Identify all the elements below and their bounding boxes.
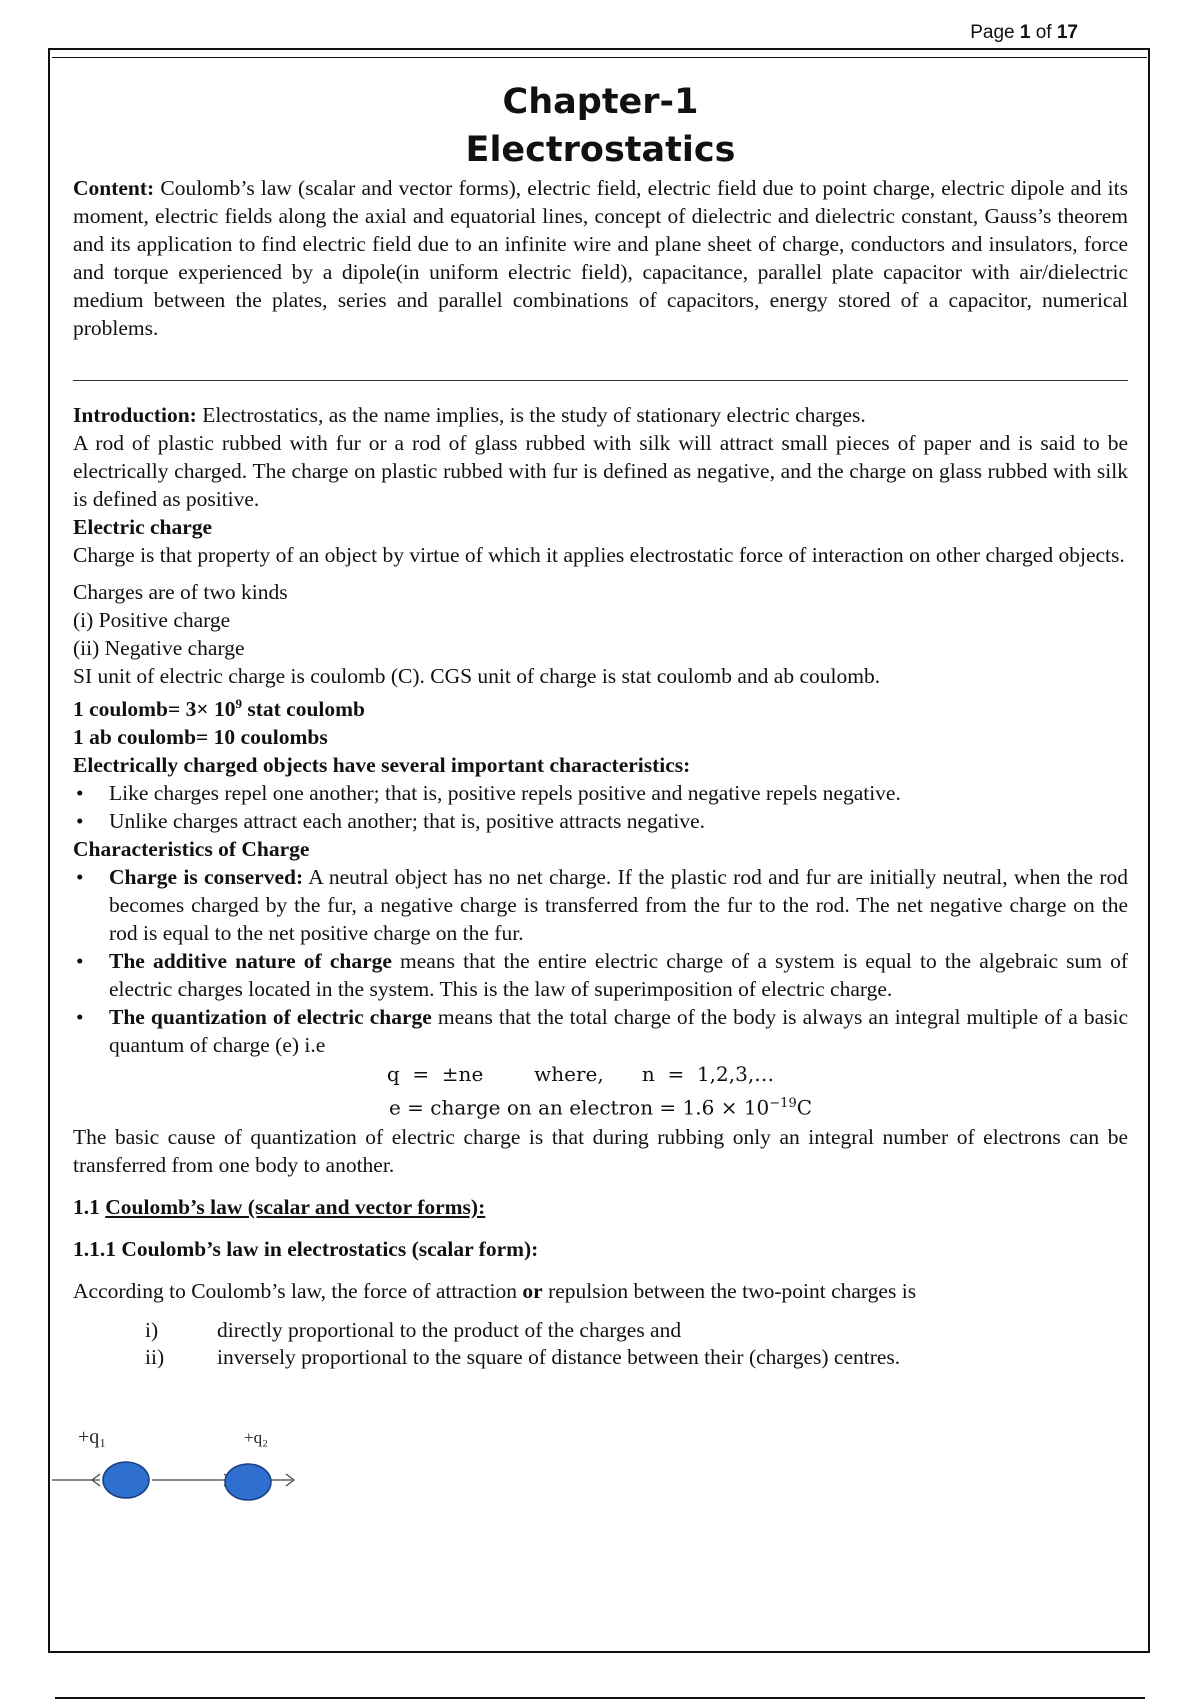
quantization-equation: q = ±ne where, n = 1,2,3,…	[386, 1062, 775, 1087]
stat-coulomb-relation: 1 coulomb= $3\times 10^9$ stat coulomb	[73, 696, 365, 722]
electric-charge-heading: Electric charge	[73, 515, 213, 539]
list-item: ii) inversely proportional to the square of distance between their (charges) centres.	[145, 1344, 901, 1369]
charge-characteristics-heading: Characteristics of Charge	[73, 837, 310, 862]
quantization-cause: The basic cause of quantization of electric charge is that during rubbing only an integral number of electrons can be transferred from one body to another.	[73, 1124, 1128, 1177]
characteristics-heading: Electrically charged objects have several important characteristics:	[73, 753, 691, 778]
charge-units: SI unit of electric charge is coulomb (C). CGS unit of charge is stat coulomb and ab coulomb.	[73, 664, 881, 688]
list-item: • Like charges repel one another; that is, positive repels positive and negative repels negative.	[73, 779, 1128, 807]
section-1-1-1-heading: 1.1.1 Coulomb’s law in electrostatics (scalar form):	[73, 1236, 539, 1261]
list-item: • The quantization of electric charge means that the total charge of the body is always an integral multiple of a basic quantum of charge (e) i.e	[73, 1003, 1128, 1059]
chapter-title: Electrostatics	[465, 130, 736, 170]
chapter-number: Chapter-1	[502, 82, 699, 122]
point-charges-diagram	[52, 1420, 372, 1530]
electron-charge-equation: e = charge on an electron = $1.6 \times 10^{-19}C$	[388, 1095, 813, 1120]
coulomb-law-statement: According to Coulomb’s law, the force of attraction or repulsion between the two-point charges is	[73, 1278, 917, 1303]
coulomb-law-list	[73, 1317, 1128, 1371]
content-paragraph: Content: Coulomb’s law (scalar and vector forms), electric field, electric field due to point charge, electric dipole and its moment, electric fields along the axial and equatorial lines, concept of dielectric and dielectric constant, Gauss’s theorem and its application to find electric field due to an infinite wire and plane sheet of charge, conductors and insulators, force and torque experienced by a dipole(in uniform electric field), capacitance, parallel plate capacitor with air/dielectric medium between the plates, series and parallel combinations of capacitors, energy stored of a capacitor, numerical problems.	[73, 176, 1128, 340]
introduction-line: Introduction: Electrostatics, as the name implies, is the study of stationary electric charges.	[73, 403, 866, 427]
charge-q1-label: +q₁	[78, 1426, 107, 1448]
introduction-paragraph: A rod of plastic rubbed with fur or a rod of glass rubbed with silk will attract small pieces of paper and is said to be electrically charged. The charge on plastic rubbed with fur is defined as negative, and the charge on glass rubbed with silk is defined as positive.	[73, 431, 1128, 511]
page-border-inner-line	[52, 57, 1147, 58]
list-item: • Charge is conserved: A neutral object has no net charge. If the plastic rod and fur are initially neutral, when the rod becomes charged by the fur, a negative charge is transferred from the fur to the rod. The net negative charge on the rod is equal to the net positive charge on the fur.	[73, 863, 1128, 947]
charge-characteristics-list	[73, 863, 1128, 1059]
charge-kind-negative: (ii) Negative charge	[73, 636, 245, 660]
section-divider	[73, 380, 1128, 381]
charge-kinds-intro: Charges are of two kinds	[73, 580, 288, 604]
electric-charge-definition: Charge is that property of an object by virtue of which it applies electrostatic force of interaction on other charged objects.	[73, 543, 1125, 567]
list-item: i) directly proportional to the product of the charges and	[145, 1317, 682, 1342]
charge-q2-label: +q₂	[244, 1428, 269, 1447]
charge-q2-sphere	[225, 1464, 271, 1500]
charge-q1-sphere	[103, 1462, 149, 1498]
ab-coulomb-relation: 1 ab coulomb= 10 coulombs	[73, 725, 328, 750]
list-item: • Unlike charges attract each another; that is, positive attracts negative.	[73, 807, 1128, 835]
charge-kind-positive: (i) Positive charge	[73, 608, 231, 632]
footer-rule	[55, 1697, 1145, 1699]
section-1-1-heading: 1.1 Coulomb’s law (scalar and vector forms):	[73, 1194, 486, 1219]
list-item: • The additive nature of charge means that the entire electric charge of a system is equal to the algebraic sum of electric charges located in the system. This is the law of superimposition of electric charge.	[73, 947, 1128, 1003]
document-body	[73, 78, 1128, 1371]
page-number: Page 1 of 17	[970, 22, 1078, 43]
characteristics-list	[73, 779, 1128, 835]
